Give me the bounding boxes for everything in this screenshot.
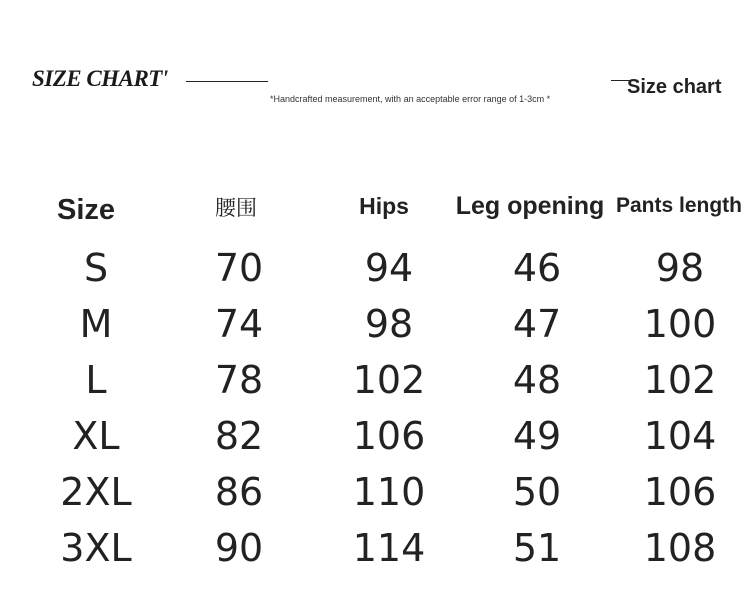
title-divider-left <box>186 81 268 82</box>
table-row <box>0 240 750 296</box>
pants-length-cell: 98 <box>655 246 705 290</box>
measurement-note: *Handcrafted measurement, with an acceptable error range of 1-3cm * <box>270 94 551 104</box>
leg-opening-cell: 51 <box>512 526 562 570</box>
waist-cell: 70 <box>214 246 264 290</box>
waist-cell: 82 <box>214 414 264 458</box>
size-cell: 2XL <box>60 470 132 514</box>
size-cell: 3XL <box>60 526 132 570</box>
waist-cell: 86 <box>214 470 264 514</box>
column-header-waist: 腰围 <box>215 197 257 220</box>
table-row <box>0 408 750 464</box>
table-row <box>0 520 750 576</box>
waist-cell: 90 <box>214 526 264 570</box>
column-header-leg-opening: Leg opening <box>455 192 605 220</box>
table-row <box>0 296 750 352</box>
leg-opening-cell: 50 <box>512 470 562 514</box>
size-cell: S <box>83 246 109 290</box>
table-row <box>0 464 750 520</box>
size-cell: M <box>79 302 113 346</box>
leg-opening-cell: 49 <box>512 414 562 458</box>
size-cell: XL <box>72 414 120 458</box>
hips-cell: 94 <box>364 246 414 290</box>
hips-cell: 98 <box>364 302 414 346</box>
hips-cell: 102 <box>352 358 426 402</box>
table-row <box>0 352 750 408</box>
size-chart-subtitle: Size chart <box>627 76 722 98</box>
leg-opening-cell: 48 <box>512 358 562 402</box>
pants-length-cell: 100 <box>643 302 717 346</box>
pants-length-cell: 106 <box>643 470 717 514</box>
size-chart-title: SIZE CHART' <box>32 66 168 91</box>
hips-cell: 110 <box>352 470 426 514</box>
leg-opening-cell: 47 <box>512 302 562 346</box>
pants-length-cell: 108 <box>643 526 717 570</box>
size-cell: L <box>85 358 107 402</box>
column-header-hips: Hips <box>359 193 409 219</box>
column-header-size: Size <box>56 194 116 226</box>
hips-cell: 114 <box>352 526 426 570</box>
hips-cell: 106 <box>352 414 426 458</box>
leg-opening-cell: 46 <box>512 246 562 290</box>
waist-cell: 78 <box>214 358 264 402</box>
pants-length-cell: 102 <box>643 358 717 402</box>
waist-cell: 74 <box>214 302 264 346</box>
column-header-pants-length: Pants length <box>615 194 743 217</box>
pants-length-cell: 104 <box>643 414 717 458</box>
